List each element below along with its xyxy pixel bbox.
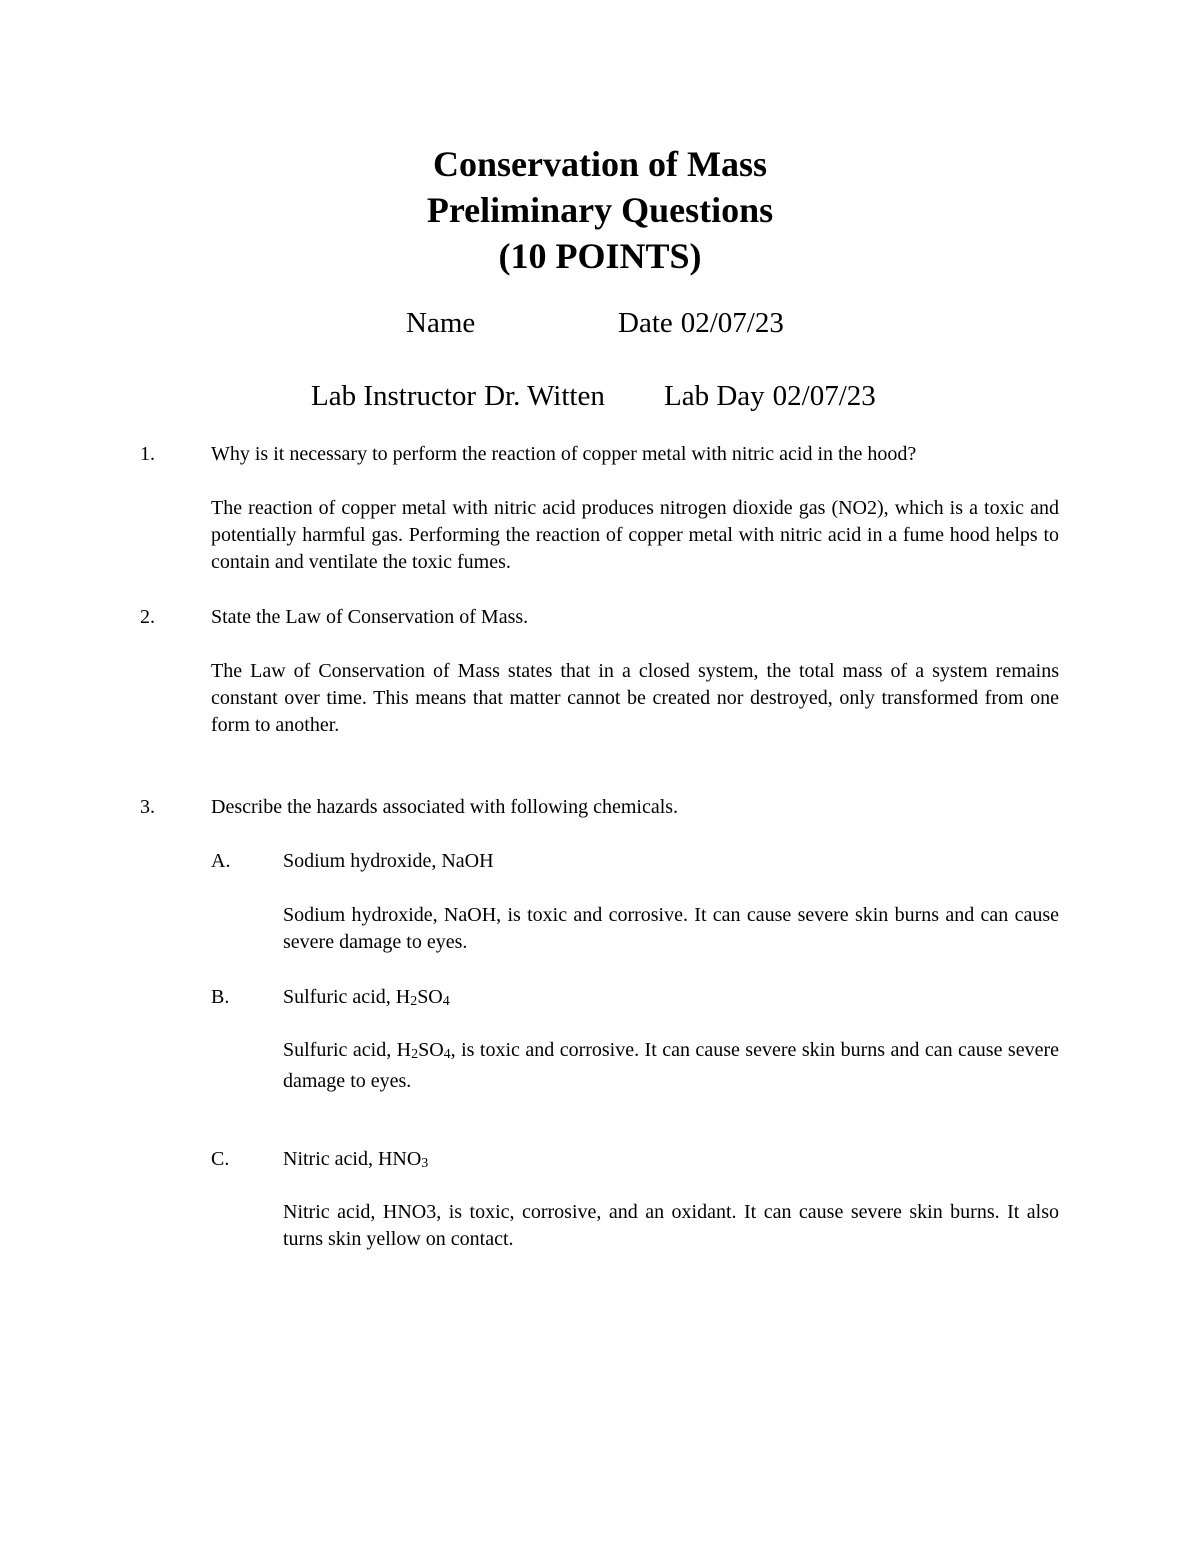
question-3-number: 3. xyxy=(140,796,155,818)
question-3b-label xyxy=(283,984,1059,1015)
question-3b-label-mid: SO xyxy=(417,986,443,1008)
question-3b-letter: B. xyxy=(211,986,230,1008)
question-3b-label-prefix: Sulfuric acid, H xyxy=(283,986,411,1008)
question-3-text: Describe the hazards associated with following chemicals. xyxy=(211,796,679,818)
instructor-value: Dr. Witten xyxy=(484,380,605,412)
question-3b-answer-mid: SO xyxy=(418,1039,444,1061)
question-3b-answer-prefix: Sulfuric acid, H xyxy=(283,1039,412,1061)
labday-value: 02/07/23 xyxy=(772,380,876,412)
question-3b-answer-rest: , is toxic and corrosive. It can cause severe skin burns and can cause severe damage to eyes. xyxy=(283,1039,1059,1092)
date-field xyxy=(618,306,784,340)
question-3c-letter: C. xyxy=(211,1148,230,1170)
question-2-number: 2. xyxy=(140,606,155,628)
date-value: 02/07/23 xyxy=(680,307,784,339)
question-3b-answer-sub2: 4 xyxy=(443,1047,451,1062)
question-3a-answer: Sodium hydroxide, NaOH, is toxic and corrosive. It can cause severe skin burns and can cause severe damage to eyes. xyxy=(283,904,1059,953)
instructor-field xyxy=(311,379,605,413)
question-3c-label-prefix: Nitric acid, HNO xyxy=(283,1148,422,1170)
document-title xyxy=(0,141,1200,279)
question-3b-label-sub1: 2 xyxy=(410,994,418,1009)
question-3c-answer: Nitric acid, HNO3, is toxic, corrosive, and an oxidant. It can cause severe skin burns. It also turns skin yellow on contact. xyxy=(283,1201,1059,1250)
question-3a-letter: A. xyxy=(211,850,231,872)
name-label: Name xyxy=(406,307,476,339)
name-field xyxy=(406,306,475,340)
question-3a-label: Sodium hydroxide, NaOH xyxy=(283,850,494,872)
question-2-text: State the Law of Conservation of Mass. xyxy=(211,606,529,628)
labday-field xyxy=(664,379,876,413)
title-line-2: Preliminary Questions xyxy=(426,190,774,230)
question-3b-label-sub2: 4 xyxy=(442,994,450,1009)
question-1-answer: The reaction of copper metal with nitric acid produces nitrogen dioxide gas (NO2), which is a toxic and potentially harmful gas. Performing the reaction of copper metal with nitric acid in a fume hood helps to contain and ventilate the toxic fumes. xyxy=(211,497,1059,573)
title-line-1: Conservation of Mass xyxy=(433,144,767,184)
question-3c-label xyxy=(283,1146,1059,1177)
question-3c-label-sub: 3 xyxy=(421,1156,429,1171)
labday-label: Lab Day xyxy=(664,380,765,412)
title-line-3: (10 POINTS) xyxy=(498,236,702,276)
question-1-number: 1. xyxy=(140,443,155,465)
question-2-answer: The Law of Conservation of Mass states that in a closed system, the total mass of a system remains constant over time. This means that matter cannot be created nor destroyed, only transformed from one form to another. xyxy=(211,660,1059,736)
question-1-text: Why is it necessary to perform the reaction of copper metal with nitric acid in the hood? xyxy=(211,443,917,465)
question-3b-answer-sub1: 2 xyxy=(411,1047,419,1062)
date-label: Date xyxy=(618,307,673,339)
question-3b-answer xyxy=(283,1037,1059,1095)
instructor-label: Lab Instructor xyxy=(311,380,477,412)
